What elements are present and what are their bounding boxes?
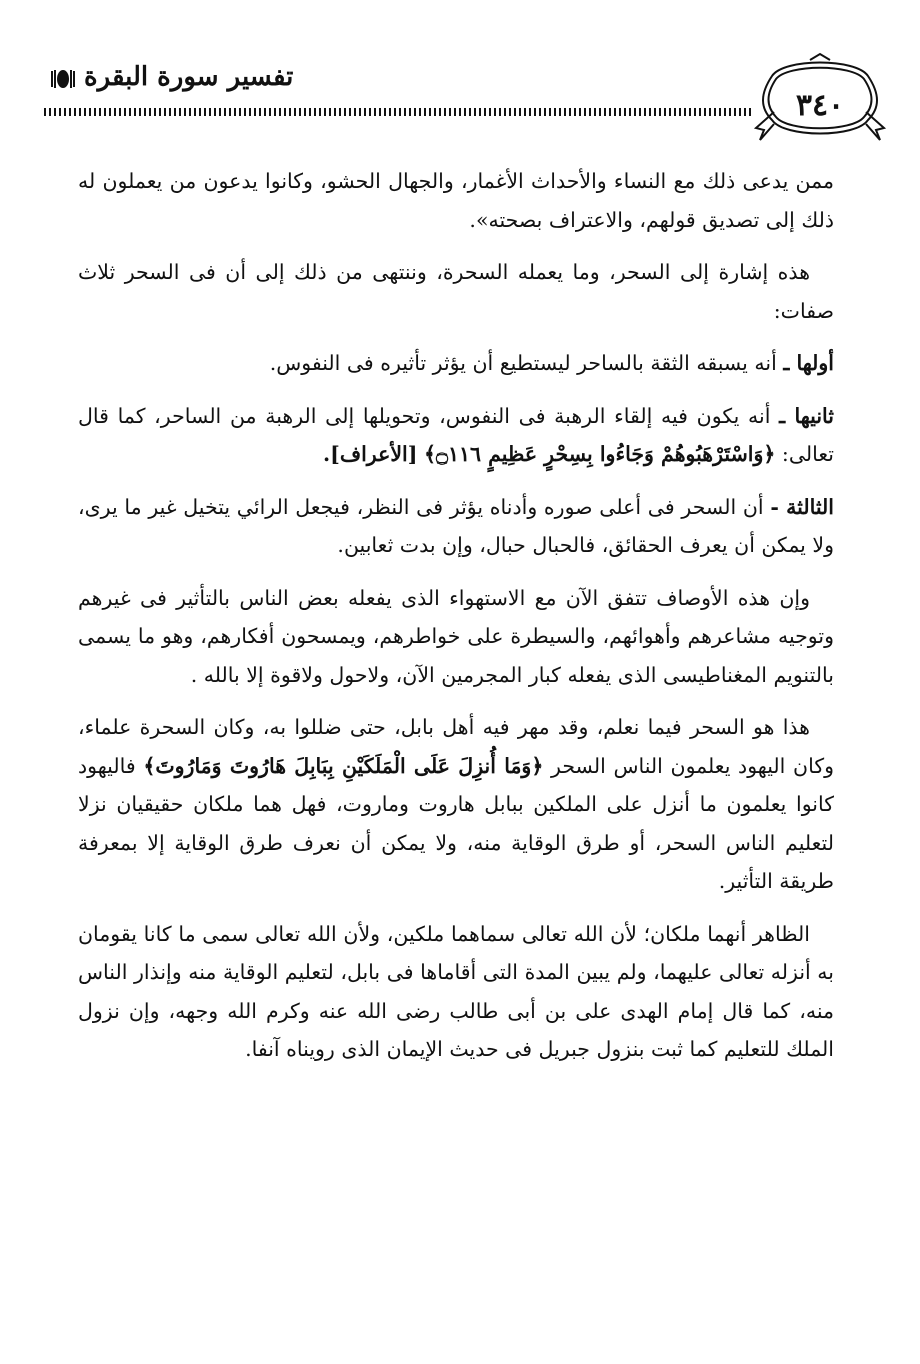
paragraph-text: هذا هو السحر فيما نعلم، وقد مهر فيه أهل بابل، حتى ضللوا به، وكان السحرة علماء، وكان اليهود يعلمون الناس السحر bbox=[78, 715, 834, 778]
paragraph-text: وإن هذه الأوصاف تتفق الآن مع الاستهواء الذى يفعله بعض الناس بالتأثير فى غيرهم وتوجيه مشاعرهم وأهوائهم، والسيطرة على خواطرهم، ويمسحون أفكارهم، وهو ما يسمى بالتنويم المغناطيسى الذى يفعله كبار المجرمين الآن، ولاحول ولاقوة إلا بالله . bbox=[78, 585, 834, 687]
paragraph-second-attribute bbox=[78, 397, 834, 474]
body-text bbox=[78, 162, 834, 1083]
paragraph-third-attribute bbox=[78, 488, 834, 565]
surah-reference: [الأعراف]. bbox=[323, 442, 418, 466]
quran-verse: ﴿وَمَا أُنزِلَ عَلَى الْمَلَكَيْنِ بِبَابِلَ هَارُوتَ وَمَارُوتَ﴾ bbox=[143, 753, 544, 778]
paragraph-text: الظاهر أنهما ملكان؛ لأن الله تعالى سماهما ملكين، ولأن الله تعالى سمى ما كانا يقومان به أنزله تعالى عليهما، ولم يبين المدة التى أقاماها فى بابل، لتعليم الوقاية منه وإنذار الناس منه، كما قال إمام الهدى على بن أبى طالب رضى الله عنه وكرم الله وجهه، وإن نزول الملك للتعليم كما ثبت بنزول جبريل فى حديث الإيمان الذى رويناه آنفا. bbox=[78, 921, 834, 1061]
paragraph-babylon bbox=[78, 708, 834, 901]
paragraph-lead: ثانيها ـ bbox=[779, 403, 834, 428]
paragraph-text: أنه يسبقه الثقة بالساحر ليستطيع أن يؤثر تأثيره فى النفوس. bbox=[269, 351, 777, 375]
paragraph-text-after: فاليهود كانوا يعلمون ما أنزل على الملكين ببابل هاروت وماروت، فهل هما ملكان حقيقيان نزلا لتعليم الناس السحر، أو طرق الوقاية منه، ولا يمكن أن نعرف طرق الوقاية إلا بمعرفة طريقة التأثير. bbox=[78, 753, 834, 893]
paragraph-lead: الثالثة - bbox=[770, 494, 834, 519]
quran-verse: ﴿وَاسْتَرْهَبُوهُمْ وَجَاءُوا بِسِحْرٍ عَظِيمٍ ۝١١٦﴾ bbox=[423, 442, 776, 466]
paragraph-text: أنه يكون فيه إلقاء الرهبة فى النفوس، وتحويلها إلى الرهبة من الساحر، كما قال تعالى: bbox=[78, 403, 834, 466]
header-title: تفسير سورة البقرة bbox=[84, 62, 294, 92]
paragraph-intro-attributes bbox=[78, 253, 834, 330]
page-number: ٣٤٠ bbox=[795, 88, 845, 123]
running-header bbox=[40, 40, 890, 150]
paragraph-text: أن السحر فى أعلى صوره وأدناه يؤثر فى النظر، فيجعل الرائي يتخيل غير ما يرى، ولا يمكن أن يعرف الحقائق، فالحبال حبال، وإن بدت ثعابين. bbox=[78, 494, 834, 557]
paragraph-quote-end bbox=[78, 162, 834, 239]
paragraph-text: ممن يدعى ذلك مع النساء والأحداث الأغمار، والجهال الحشو، وكانوا يدعون من يعملون له ذلك إلى تصديق قولهم، والاعتراف بصحته». bbox=[78, 169, 834, 232]
paragraph-text: هذه إشارة إلى السحر، وما يعمله السحرة، وننتهى من ذلك إلى أن فى السحر ثلاث صفات: bbox=[78, 260, 834, 323]
paragraph-hypnosis bbox=[78, 579, 834, 695]
paragraph-lead: أولها ـ bbox=[783, 351, 834, 375]
paragraph-first-attribute bbox=[78, 344, 834, 383]
header-divider bbox=[44, 108, 754, 116]
ornament-flower-icon bbox=[48, 67, 78, 91]
paragraph-two-angels bbox=[78, 915, 834, 1069]
